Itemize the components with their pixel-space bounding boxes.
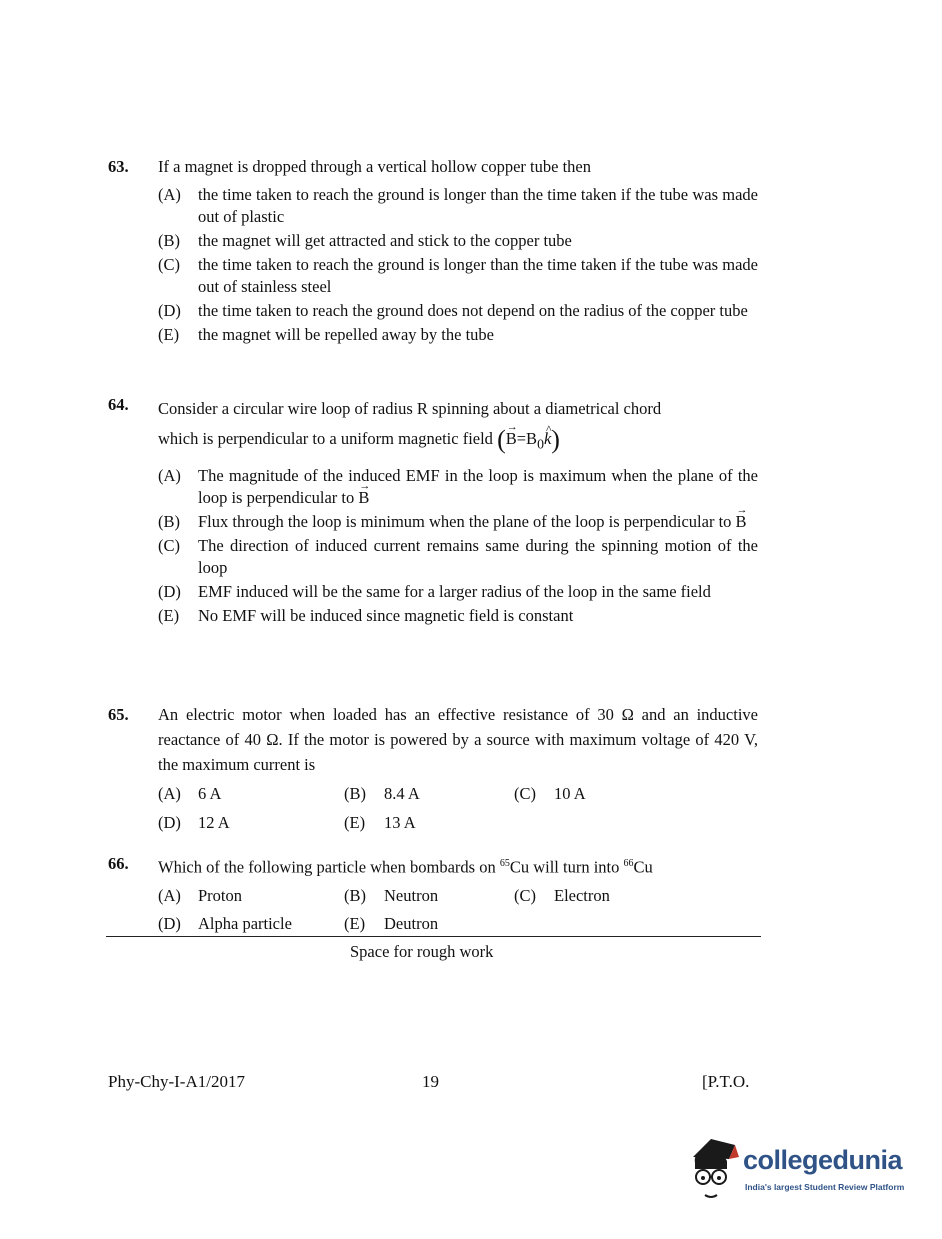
options-list — [158, 465, 758, 627]
question-text-line2: which is perpendicular to a uniform magnetic field — [158, 429, 493, 448]
option-label: (D) — [158, 301, 181, 320]
mascot-icon — [685, 1135, 741, 1205]
option-text: The magnitude of the induced EMF in the loop is maximum when the plane of the loop is perpendicular to → B — [198, 465, 758, 509]
field-formula: (→ $B=B_0\^{}$ k) — [497, 429, 560, 448]
question-65 — [108, 702, 758, 835]
question-64 — [108, 394, 758, 627]
rough-work-label: Space for rough work — [350, 942, 494, 961]
question-number: 66. — [108, 854, 129, 873]
options-list — [158, 184, 758, 346]
option-text: EMF induced will be the same for a larger radius of the loop in the same field — [198, 582, 711, 602]
option-c: (C) 10 A — [514, 784, 586, 803]
question-text: An electric motor when loaded has an effective resistance of 30 Ω and an inductive reactance of 40 Ω. If the motor is powered by a source with maximum voltage of 420 V, the maximum current is — [158, 705, 758, 774]
footer-code: Phy-Chy-I-A1/2017 — [108, 1072, 245, 1091]
option-e — [158, 324, 758, 346]
option-a: (A) 6 A — [158, 784, 222, 803]
option-label: (A) — [158, 466, 181, 486]
option-a — [158, 465, 758, 509]
vector-b: → B — [736, 511, 747, 533]
option-text: the time taken to reach the ground is longer than the time taken if the tube was made out of stainless steel — [198, 255, 758, 296]
question-number: 65. — [108, 705, 129, 724]
option-text: the magnet will get attracted and stick to the copper tube — [198, 231, 572, 250]
option-text: The direction of induced current remains same during the spinning motion of the loop — [198, 536, 758, 578]
vector-b: → B — [506, 424, 517, 454]
option-text: Flux through the loop is minimum when the plane of the loop is perpendicular to → B — [198, 511, 758, 533]
option-label: (A) — [158, 185, 181, 204]
option-text: the time taken to reach the ground is longer than the time taken if the tube was made out of plastic — [198, 185, 758, 226]
option-label: (E) — [158, 325, 180, 344]
option-label: (E) — [158, 606, 180, 626]
option-a: (A) Proton — [158, 885, 243, 905]
option-text: the time taken to reach the ground does not depend on the radius of the copper tube — [198, 301, 748, 320]
vector-b: → B — [358, 487, 369, 509]
page-number: 19 — [422, 1072, 439, 1091]
question-66 — [108, 852, 758, 936]
logo-tagline: India's largest Student Review Platform — [745, 1182, 905, 1192]
formula-sub: 0 — [537, 436, 544, 452]
pto-label: [P.T.O. — [702, 1072, 750, 1091]
option-d: (D) Alpha particle — [158, 913, 292, 933]
options-grid — [158, 781, 758, 835]
option-c — [158, 254, 758, 298]
option-label: (B) — [158, 512, 180, 532]
collegedunia-logo — [685, 1135, 915, 1205]
option-c: (C) Electron — [514, 885, 610, 905]
option-e: (E) Deutron — [344, 913, 439, 933]
question-text — [158, 394, 758, 459]
question-text: If a magnet is dropped through a vertical hollow copper tube then — [158, 157, 591, 176]
question-number: 63. — [108, 157, 129, 176]
option-b — [158, 511, 758, 533]
option-b — [158, 230, 758, 252]
question-text: Which of the following particle when bombards on $^{65}$Cu will turn into $^{66}$Cu — [158, 857, 653, 877]
question-text-line1: Consider a circular wire loop of radius R spinning about a diametrical chord — [158, 399, 662, 418]
option-label: (C) — [158, 255, 180, 274]
formula-eq: =B — [516, 429, 538, 448]
option-text: No EMF will be induced since magnetic field is constant — [198, 606, 574, 626]
option-label: (D) — [158, 582, 181, 602]
option-e: (E) 13 A — [344, 813, 416, 832]
isotope-65: 65 — [499, 858, 510, 869]
option-label: (C) — [158, 536, 180, 556]
option-a — [158, 184, 758, 228]
option-b: (B) Neutron — [344, 885, 439, 905]
question-number: 64. — [108, 395, 129, 414]
option-d — [158, 300, 758, 322]
option-e — [158, 605, 758, 627]
divider — [106, 936, 761, 937]
logo-name: collegedunia — [743, 1145, 903, 1175]
options-grid — [158, 884, 758, 936]
option-d: (D) 12 A — [158, 813, 230, 832]
option-text: the magnet will be repelled away by the tube — [198, 325, 494, 344]
option-b: (B) 8.4 A — [344, 784, 420, 803]
unit-vector-k: ^ k — [544, 424, 551, 454]
option-label: (B) — [158, 231, 180, 250]
question-63 — [108, 156, 758, 346]
option-c — [158, 535, 758, 579]
isotope-66: 66 — [623, 858, 634, 869]
option-d — [158, 581, 758, 603]
